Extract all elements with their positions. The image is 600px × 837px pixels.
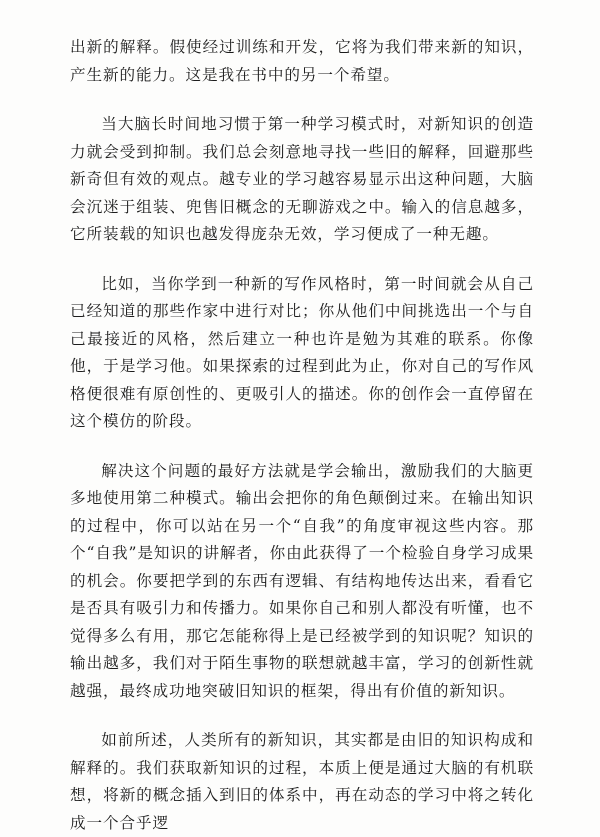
paragraph-writing-style: 比如，当你学到一种新的写作风格时，第一时间就会从自己已经知道的那些作家中进行对比；你从他们中间挑选出一个与自己最接近的风格，然后建立一种也许是勉为其难的联系。你像他，于是学习他。如果探索的过程到此为止，你对自己的写作风格便很难有原创性的、更吸引人的描述。你的创作会一直停留在这个模仿的阶段。 bbox=[70, 274, 534, 430]
paragraph-output-method: 解决这个问题的最好方法就是学会输出，激励我们的大脑更多地使用第二种模式。输出会把你的角色颠倒过来。在输出知识的过程中，你可以站在另一个“自我”的角度审视这些内容。那个“自我”是知识的讲解者，你由此获得了一个检验自身学习成果的机会。你要把学到的东西有逻辑、有结构地传达出来，看看它是否具有吸引力和传播力。如果你自己和别人都没有听懂，也不觉得多么有用，那它怎能称得上是已经被学到的知识呢？知识的输出越多，我们对于陌生事物的联想就越丰富，学习的创新性就越强，最终成功地突破旧知识的框架，得出有价值的新知识。 bbox=[70, 461, 534, 700]
paragraph-new-knowledge: 如前所述，人类所有的新知识，其实都是由旧的知识构成和解释的。我们获取新知识的过程，本质上便是通过大脑的有机联想，将新的概念插入到旧的体系中，再在动态的学习中将之转化成一个合乎逻 bbox=[70, 731, 534, 832]
paragraph-learning-mode: 当大脑长时间地习惯于第一种学习模式时，对新知识的创造力就会受到抑制。我们总会刻意地寻找一些旧的解释，回避那些新奇但有效的观点。越专业的学习越容易显示出这种问题，大脑会沉迷于组装、兜售旧概念的无聊游戏之中。输入的信息越多，它所装载的知识也越发得庞杂无效，学习便成了一种无趣。 bbox=[70, 115, 534, 243]
paragraph-continuation: 出新的解释。假使经过训练和开发，它将为我们带来新的知识，产生新的能力。这是我在书中的另一个希望。 bbox=[70, 38, 534, 84]
